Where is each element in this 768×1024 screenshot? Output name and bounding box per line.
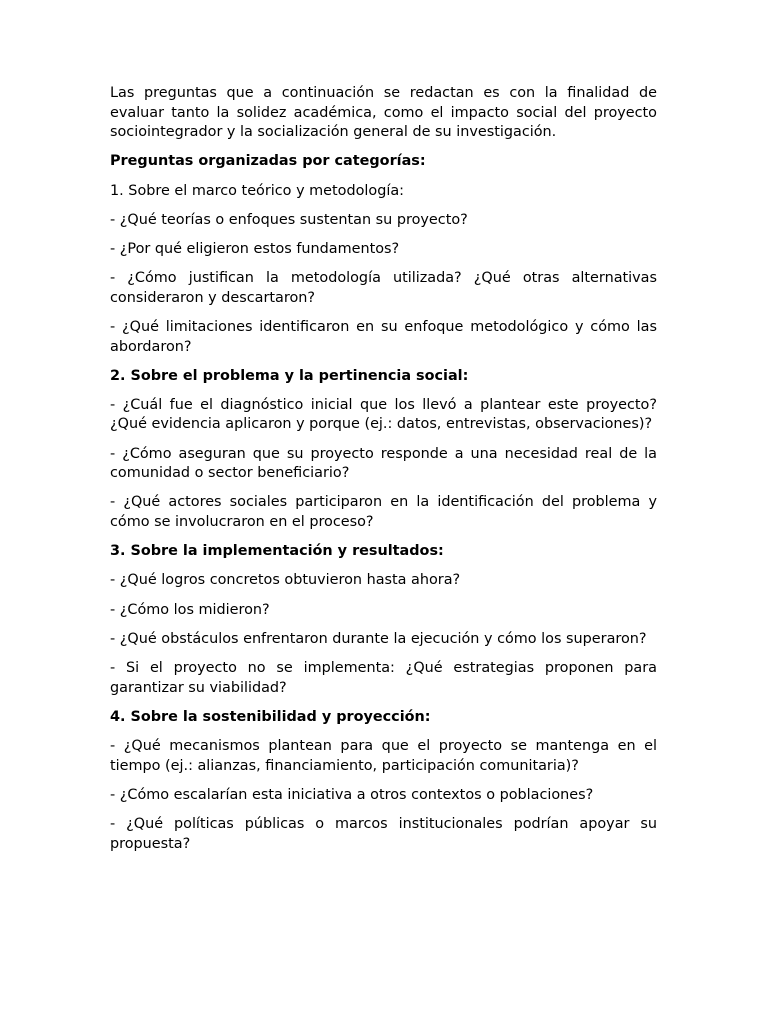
section-heading-3: 3. Sobre la implementación y resultados:: [110, 543, 444, 560]
question-3-4: - Si el proyecto no se implementa: ¿Qué estrategias proponen para garantizar su viabilidad?: [110, 659, 657, 696]
question-1-2: - ¿Por qué eligieron estos fundamentos?: [110, 240, 400, 257]
question-1-1: - ¿Qué teorías o enfoques sustentan su proyecto?: [110, 211, 468, 228]
section-heading-2: 2. Sobre el problema y la pertinencia social:: [110, 367, 469, 384]
question-4-2: - ¿Cómo escalarían esta iniciativa a otros contextos o poblaciones?: [110, 786, 594, 803]
question-2-3: - ¿Qué actores sociales participaron en la identificación del problema y cómo se involucraron en el proceso?: [110, 494, 657, 531]
question-2-1: - ¿Cuál fue el diagnóstico inicial que los llevó a plantear este proyecto? ¿Qué evidencia aplicaron y porque (ej.: datos, entrevistas, observaciones)?: [110, 396, 657, 433]
question-1-3: - ¿Cómo justifican la metodología utilizada? ¿Qué otras alternativas consideraron y descartaron?: [110, 270, 657, 306]
question-3-1: - ¿Qué logros concretos obtuvieron hasta ahora?: [110, 572, 461, 589]
question-4-3: - ¿Qué políticas públicas o marcos institucionales podrían apoyar su propuesta?: [110, 815, 657, 852]
main-heading: Preguntas organizadas por categorías:: [110, 153, 426, 170]
question-3-2: - ¿Cómo los midieron?: [110, 601, 270, 618]
section-heading-4: 4. Sobre la sostenibilidad y proyección:: [110, 708, 431, 725]
question-4-1: - ¿Qué mecanismos plantean para que el proyecto se mantenga en el tiempo (ej.: alianzas, financiamiento, participación comunitaria)?: [110, 737, 657, 774]
question-2-2: - ¿Cómo aseguran que su proyecto responde a una necesidad real de la comunidad o sector beneficiario?: [110, 445, 657, 482]
intro-paragraph: Las preguntas que a continuación se redactan es con la finalidad de evaluar tanto la solidez académica, como el impacto social del proyecto sociointegrador y la socialización general de su investigación.: [110, 85, 657, 141]
document-page: [110, 84, 657, 864]
section-heading-1: 1. Sobre el marco teórico y metodología:: [110, 182, 405, 199]
question-1-4: - ¿Qué limitaciones identificaron en su enfoque metodológico y cómo las abordaron?: [110, 318, 657, 355]
question-3-3: - ¿Qué obstáculos enfrentaron durante la ejecución y cómo los superaron?: [110, 630, 647, 647]
